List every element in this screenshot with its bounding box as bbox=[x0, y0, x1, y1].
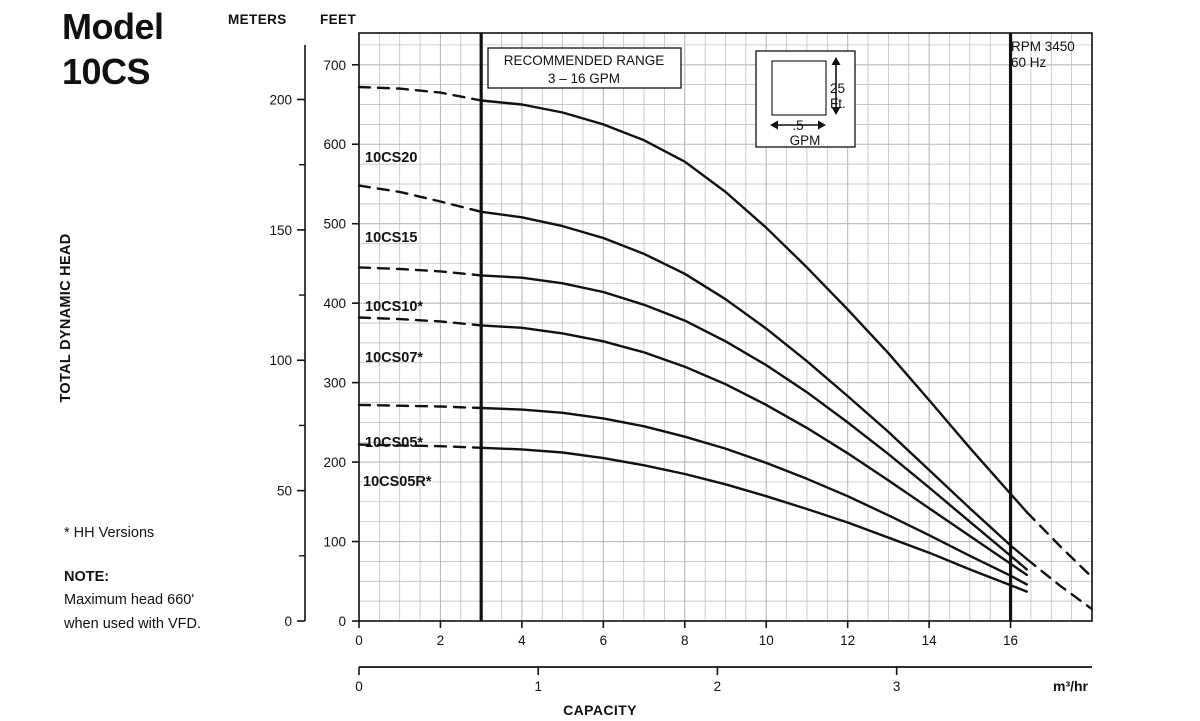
x-axis-secondary-unit: m³/hr bbox=[1053, 678, 1088, 694]
x-tick-label-gpm: 6 bbox=[599, 633, 608, 648]
y-axis-meters-unit: METERS bbox=[228, 12, 287, 27]
x-tick-label-gpm: 16 bbox=[1003, 633, 1019, 648]
x-tick-label-m3hr: 3 bbox=[892, 679, 901, 694]
y-axis-feet-unit: FEET bbox=[320, 12, 357, 27]
recommended-range-title: RECOMMENDED RANGE bbox=[503, 53, 665, 68]
note-line-2: when used with VFD. bbox=[64, 616, 202, 632]
rpm-label-line1: RPM 3450 bbox=[1011, 39, 1075, 54]
y-tick-label-feet: 0 bbox=[338, 614, 346, 629]
x-tick-label-m3hr: 1 bbox=[534, 679, 542, 694]
y-axis-label: TOTAL DYNAMIC HEAD bbox=[58, 233, 74, 403]
curve-label-10cs05: 10CS05* bbox=[365, 435, 424, 451]
inset-head-value: 25 bbox=[830, 81, 846, 96]
curve-10cs20 bbox=[481, 101, 1027, 513]
page-title-line2: 10CS bbox=[62, 51, 151, 92]
curve-label-10cs10: 10CS10* bbox=[365, 299, 424, 315]
y-tick-label-meters: 100 bbox=[269, 353, 292, 369]
y-tick-label-feet: 300 bbox=[323, 375, 346, 391]
y-tick-label-feet: 100 bbox=[323, 534, 346, 550]
x-tick-label-gpm: 0 bbox=[355, 633, 363, 648]
y-tick-label-meters: 50 bbox=[276, 483, 292, 499]
y-tick-label-meters: 150 bbox=[269, 222, 292, 238]
rpm-label-line2: 60 Hz bbox=[1011, 55, 1047, 70]
y-tick-label-feet: 400 bbox=[323, 296, 346, 312]
recommended-range-value: 3 – 16 GPM bbox=[547, 71, 621, 86]
inset-flow-value: .5 bbox=[792, 118, 804, 133]
y-tick-label-feet: 200 bbox=[323, 455, 346, 471]
curve-label-10cs07: 10CS07* bbox=[365, 350, 424, 366]
x-tick-label-gpm: 2 bbox=[436, 633, 445, 648]
x-tick-label-gpm: 12 bbox=[840, 633, 856, 648]
inset-inner-square bbox=[772, 61, 826, 115]
hh-versions-note: * HH Versions bbox=[64, 525, 155, 541]
x-tick-label-gpm: 14 bbox=[921, 633, 937, 648]
x-tick-label-m3hr: 2 bbox=[713, 679, 722, 694]
x-tick-label-gpm: 10 bbox=[758, 633, 774, 648]
inset-flow-unit: GPM bbox=[789, 133, 821, 148]
curve-label-10cs05r: 10CS05R* bbox=[363, 474, 432, 490]
y-tick-label-meters: 0 bbox=[284, 614, 292, 629]
page-title-line1: Model bbox=[62, 6, 164, 47]
x-axis-label: CAPACITY bbox=[563, 702, 637, 718]
inset-head-unit: Ft. bbox=[830, 96, 846, 111]
note-title: NOTE: bbox=[64, 569, 110, 585]
y-tick-label-feet: 600 bbox=[323, 137, 346, 153]
y-tick-label-meters: 200 bbox=[269, 92, 292, 108]
x-tick-label-gpm: 8 bbox=[681, 633, 689, 648]
y-tick-label-feet: 700 bbox=[323, 57, 346, 73]
curve-10cs15 bbox=[481, 212, 1027, 559]
x-tick-label-m3hr: 0 bbox=[355, 679, 363, 694]
y-tick-label-feet: 500 bbox=[323, 216, 346, 232]
x-tick-label-gpm: 4 bbox=[518, 633, 526, 648]
curve-label-10cs15: 10CS15 bbox=[365, 230, 418, 246]
curve-label-10cs20: 10CS20 bbox=[365, 150, 418, 166]
note-line-1: Maximum head 660' bbox=[64, 592, 195, 608]
